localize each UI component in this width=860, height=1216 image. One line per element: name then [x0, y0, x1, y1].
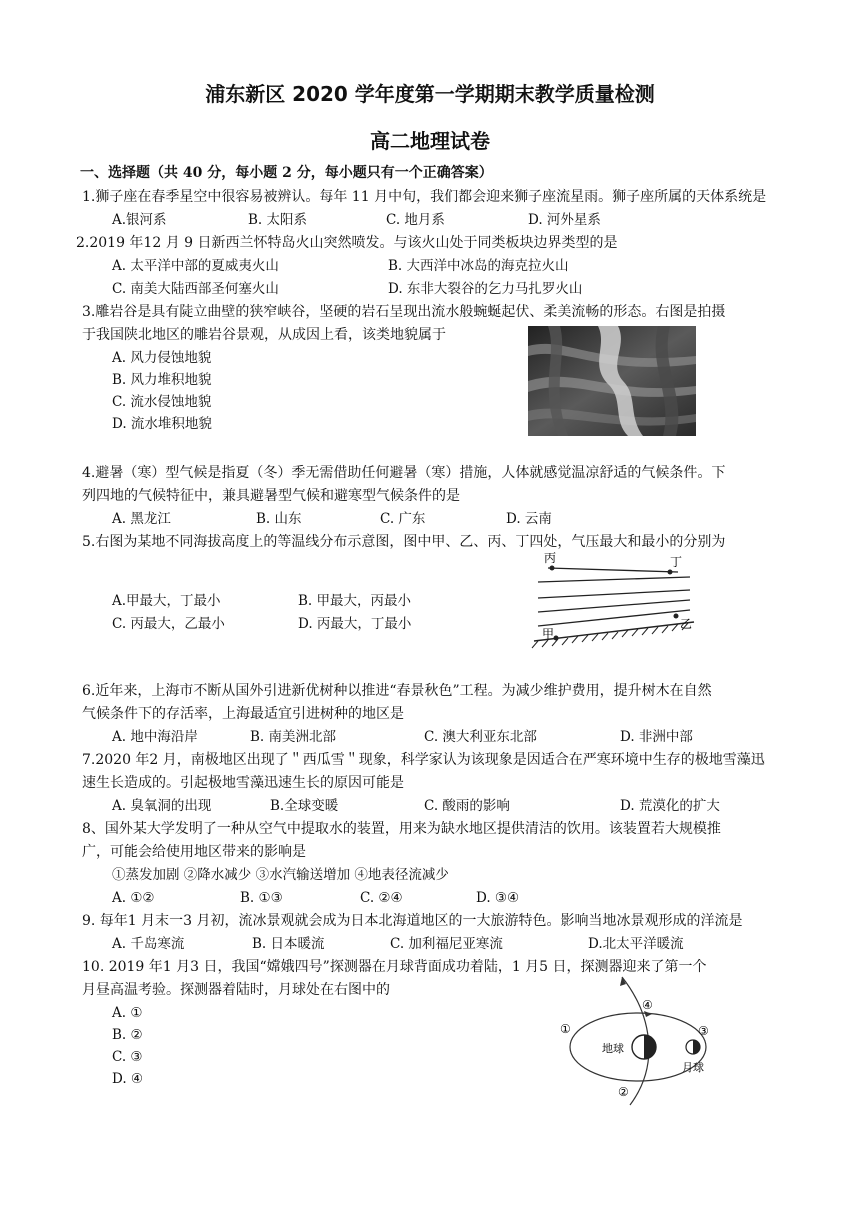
label-yi: 乙 — [680, 617, 693, 631]
q3-option-b: B. 风力堆积地貌 — [112, 372, 212, 388]
q1-option-b: B. 太阳系 — [248, 212, 308, 228]
q6-option-d: D. 非洲中部 — [620, 729, 693, 745]
q7-option-d: D. 荒漠化的扩大 — [620, 798, 720, 814]
q5-option-d: D. 丙最大，丁最小 — [298, 616, 412, 632]
q9-option-c: C. 加利福尼亚寒流 — [390, 936, 503, 952]
question-1-stem: 1.狮子座在春季星空中很容易被辨认。每年 11 月中旬，我们都会迎来狮子座流星雨。狮子座所属的天体系统是 — [82, 189, 767, 205]
canyon-photo — [528, 326, 696, 436]
point-jia — [554, 636, 559, 641]
q8-statements: ①蒸发加剧 ②降水减少 ③水汽输送增加 ④地表径流减少 — [112, 867, 449, 883]
q8-option-d: D. ③④ — [476, 890, 520, 906]
question-4-stem-line2: 列四地的气候特征中，兼具避暑型气候和避寒型气候条件的是 — [82, 488, 460, 504]
question-8-stem-line1: 8、国外某大学发明了一种从空气中提取水的装置，用来为缺水地区提供清洁的饮用。该装置若大规模推 — [82, 821, 721, 837]
q10-option-a: A. ① — [112, 1005, 143, 1021]
point-yi — [674, 614, 679, 619]
label-jia: 甲 — [542, 627, 555, 641]
q10-option-d: D. ④ — [112, 1071, 144, 1087]
q4-option-b: B. 山东 — [256, 511, 302, 527]
q1-option-c: C. 地月系 — [386, 212, 445, 228]
question-3-stem-line1: 3.雕岩谷是具有陡立曲壁的狭窄峡谷，坚硬的岩石呈现出流水般蜿蜒起伏、柔美流畅的形态。右图是拍摄 — [82, 304, 726, 320]
q7-option-a: A. 臭氧洞的出现 — [112, 798, 212, 814]
q8-option-a: A. ①② — [112, 890, 155, 906]
earth-label: 地球 — [602, 1042, 624, 1055]
q7-option-b: B.全球变暖 — [270, 798, 339, 814]
q10-option-b: B. ② — [112, 1027, 143, 1043]
q2-option-c: C. 南美大陆西部圣何塞火山 — [112, 281, 279, 297]
q4-option-d: D. 云南 — [506, 511, 552, 527]
question-10-stem-line1: 10. 2019 年1 月3 日，我国“嫦娥四号”探测器在月球背面成功着陆，1 月5 日，探测器迎来了第一个 — [82, 959, 707, 975]
question-7-stem-line1: 7.2020 年2 月，南极地区出现了＂西瓜雪＂现象，科学家认为该现象是因适合在严寒环境中生存的极地雪藻迅 — [82, 752, 765, 768]
question-3-stem-line2: 于我国陕北地区的雕岩谷景观，从成因上看，该类地貌属于 — [82, 327, 446, 343]
q1-option-a: A.银河系 — [112, 212, 167, 228]
q4-option-a: A. 黑龙江 — [112, 511, 171, 527]
q5-option-c: C. 丙最大，乙最小 — [112, 616, 225, 632]
q5-option-b: B. 甲最大，丙最小 — [298, 593, 412, 609]
section-heading: 一、选择题（共 40 分，每小题 2 分，每小题只有一个正确答案） — [80, 165, 493, 181]
q3-option-a: A. 风力侵蚀地貌 — [112, 350, 212, 366]
q8-option-c: C. ②④ — [360, 890, 403, 906]
earth-moon-orbit-diagram — [556, 975, 716, 1107]
question-7-stem-line2: 速生长造成的。引起极地雪藻迅速生长的原因可能是 — [82, 775, 404, 791]
question-4-stem-line1: 4.避暑（寒）型气候是指夏（冬）季无需借助任何避暑（寒）措施，人体就感觉温凉舒适的气候条件。下 — [82, 465, 726, 481]
q9-option-d: D.北太平洋暖流 — [588, 936, 684, 952]
q2-option-b: B. 大西洋中冰岛的海克拉火山 — [388, 258, 569, 274]
q1-option-d: D. 河外星系 — [528, 212, 601, 228]
q4-option-c: C. 广东 — [380, 511, 426, 527]
q7-option-c: C. 酸雨的影响 — [424, 798, 510, 814]
point-bing — [550, 566, 555, 571]
q2-option-d: D. 东非大裂谷的乞力马扎罗火山 — [388, 281, 583, 297]
q6-option-c: C. 澳大利亚东北部 — [424, 729, 537, 745]
position-3: ③ — [698, 1024, 709, 1038]
q5-option-a: A.甲最大，丁最小 — [112, 593, 221, 609]
q6-option-a: A. 地中海沿岸 — [112, 729, 198, 745]
q3-option-d: D. 流水堆积地貌 — [112, 416, 212, 432]
q2-option-a: A. 太平洋中部的夏威夷火山 — [112, 258, 279, 274]
isotherm-diagram — [530, 550, 700, 652]
q3-option-c: C. 流水侵蚀地貌 — [112, 394, 212, 410]
position-2: ② — [618, 1085, 629, 1099]
question-6-stem-line2: 气候条件下的存活率，上海最适宜引进树种的地区是 — [82, 706, 404, 722]
q10-option-c: C. ③ — [112, 1049, 143, 1065]
label-ding: 丁 — [670, 555, 683, 569]
page-subtitle: 高二地理试卷 — [370, 129, 490, 153]
page-title: 浦东新区 2020 学年度第一学期期末教学质量检测 — [205, 82, 655, 106]
question-8-stem-line2: 广，可能会给使用地区带来的影响是 — [82, 844, 306, 860]
moon-label: 月球 — [682, 1061, 704, 1074]
question-2-stem: 2.2019 年12 月 9 日新西兰怀特岛火山突然喷发。与该火山处于同类板块边界类型的是 — [76, 235, 618, 251]
question-10-stem-line2: 月昼高温考验。探测器着陆时，月球处在右图中的 — [82, 982, 390, 998]
question-9-stem: 9. 每年1 月末一3 月初，流冰景观就会成为日本北海道地区的一大旅游特色。影响当地冰景观形成的洋流是 — [82, 913, 743, 929]
position-4: ④ — [642, 998, 653, 1012]
label-bing: 丙 — [544, 551, 557, 565]
position-1: ① — [560, 1022, 571, 1036]
q8-option-b: B. ①③ — [240, 890, 283, 906]
q9-option-b: B. 日本暖流 — [252, 936, 325, 952]
question-6-stem-line1: 6.近年来，上海市不断从国外引进新优树种以推进“春景秋色”工程。为减少维护费用，提升树木在自然 — [82, 683, 712, 699]
question-5-stem: 5.右图为某地不同海拔高度上的等温线分布示意图，图中甲、乙、丙、丁四处，气压最大和最小的分别为 — [82, 534, 726, 550]
point-ding — [668, 570, 673, 575]
q9-option-a: A. 千岛寒流 — [112, 936, 185, 952]
q6-option-b: B. 南美洲北部 — [250, 729, 337, 745]
